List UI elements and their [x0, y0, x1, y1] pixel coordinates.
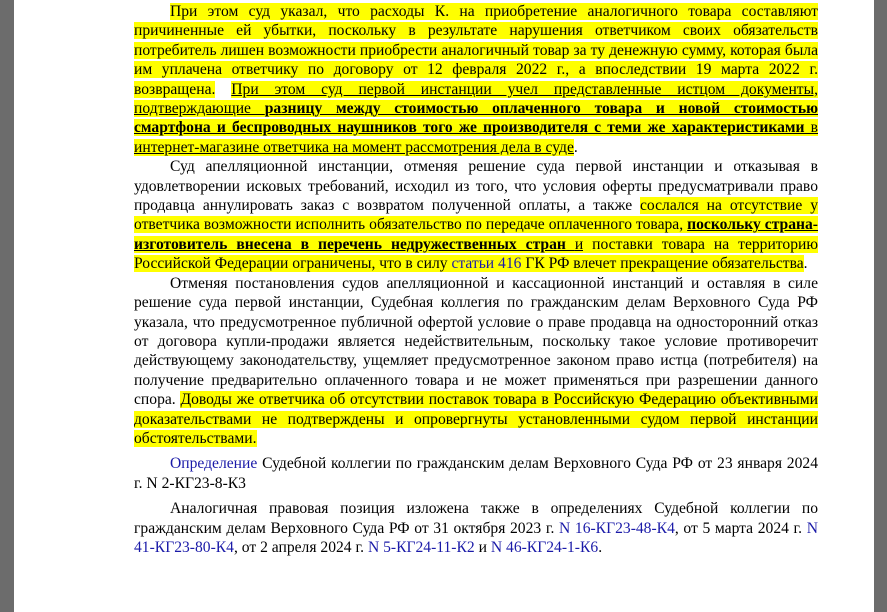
case-link-16-kg23-48-k4[interactable]: N 16-КГ23-48-К4	[559, 519, 675, 537]
plain-text: Суд апелляционной инстанции, отменяя решение суда первой инстанции и отказывая в удовлетворении исковых требований, исходил из того, что условия оферты предусматривали право продавца аннулировать заказ с возвратом полученной оплаты, а также	[134, 158, 818, 215]
document-page	[14, 0, 874, 612]
left-frame	[0, 0, 14, 612]
highlighted-text: При этом суд указал, что расходы К. на приобретение аналогичного товара составляют причиненные ей убытки, поскольку в результате нарушения ответчиком своих обязательств потребитель лишен возможности приобрести аналогичный товар за ту денежную сумму, которая была им уплачена ответчику по договору от 12 февраля 2022 г., а впоследствии 19 марта 2022 г. возвращена.	[134, 3, 818, 98]
plain-text: Отменяя постановления судов апелляционной и кассационной инстанций и оставляя в силе решение суда первой инстанции, Судебная коллегия по гражданским делам Верховного Суда РФ указала, что предусмотренное публичной офертой условие о праве продавца на односторонний отказ от договора купли-продажи является недействительным, поскольку такое условие противоречит действующему законодательству, ущемляет предусмотренное законом право истца (потребителя) на получение предварительно оплаченного товара и не может применяться при разрешении данного спора.	[134, 274, 818, 409]
paragraph-court-findings: При этом суд указал, что расходы К. на приобретение аналогичного товара составляют причиненные ей убытки, поскольку в результате нарушения ответчиком своих обязательств потребитель лишен возможности приобрести аналогичный товар за ту денежную сумму, которая была им уплачена ответчику по договору от 12 февраля 2022 г., а впоследствии 19 марта 2022 г. возвращена. При этом суд первой инстанции учел представленные истцом документы, подтверждающие разницу между стоимостью оплаченного товара и новой стоимостью смартфона и беспроводных наушников того же производителя с теми же характеристиками в интернет-магазине ответчика на момент рассмотрения дела в суде.	[134, 3, 818, 156]
paragraph-supreme-court	[134, 274, 818, 449]
right-frame	[874, 0, 887, 612]
highlighted-text: ГК РФ влечет прекращение обязательства	[521, 255, 804, 273]
highlighted-underlined-text: При этом суд первой инстанции учел представленные истцом документы, подтверждающие	[134, 80, 818, 118]
highlighted-text: поставки товара на территорию Российской Федерации ограничены, что в силу	[134, 235, 818, 273]
case-link-41-kg23-80-k4[interactable]: N 41-КГ23-80-К4	[134, 519, 818, 556]
article-416-link[interactable]: статьи 416	[451, 255, 522, 273]
highlighted-underlined-text: и	[574, 235, 584, 253]
highlighted-bold-underlined-text: поскольку страна-изготовитель внесена в перечень недружественных стран	[134, 216, 818, 253]
paragraph-similar-positions: Аналогичная правовая позиция изложена также в определениях Судебной коллегии по гражданским делам Верховного Суда РФ от 31 октября 2023 г. N 16-КГ23-48-К4, от 5 марта 2024 г. N 41-КГ23-80-К4, от 2 апреля 2024 г. N 5-КГ24-11-К2 и N 46-КГ24-1-К6.	[134, 500, 818, 556]
highlighted-underlined-text: в интернет-магазине ответчика на момент рассмотрения дела в суде	[134, 119, 818, 156]
ruling-link[interactable]: Определение	[170, 455, 258, 473]
highlighted-text: сослался на отсутствие у ответчика возможности исполнить обязательство по передаче оплаченного товара,	[134, 197, 818, 234]
paragraph-appeal-court: Суд апелляционной инстанции, отменяя решение суда первой инстанции и отказывая в удовлетворении исковых требований, исходил из того, что условия оферты предусматривали право продавца аннулировать заказ с возвратом полученной оплаты, а также сослался на отсутствие у ответчика возможности исполнить обязательство по передаче оплаченного товара, поскольку страна-изготовитель внесена в перечень недружественных стран и поставки товара на территорию Российской Федерации ограничены, что в силу статьи 416 ГК РФ влечет прекращение обязательства.	[134, 158, 818, 273]
case-link-46-kg24-1-k6[interactable]: N 46-КГ24-1-К6	[490, 538, 599, 556]
paragraph-ruling-reference: Определение Судебной коллегии по гражданским делам Верховного Суда РФ от 23 января 2024 г. N 2-КГ23-8-К3	[134, 455, 818, 492]
document-body	[134, 2, 818, 557]
case-link-5-kg24-11-k2[interactable]: N 5-КГ24-11-К2	[367, 538, 475, 556]
highlighted-text: Доводы же ответчика об отсутствии поставок товара в Российскую Федерацию объективными доказательствами не подтверждены и опровергнуты установленными судом первой инстанции обстоятельствами.	[134, 391, 818, 447]
highlighted-bold-underlined-text: разницу между стоимостью оплаченного товара и новой стоимостью смартфона и беспроводных наушников того же производителя с теми же характеристиками	[134, 100, 818, 137]
